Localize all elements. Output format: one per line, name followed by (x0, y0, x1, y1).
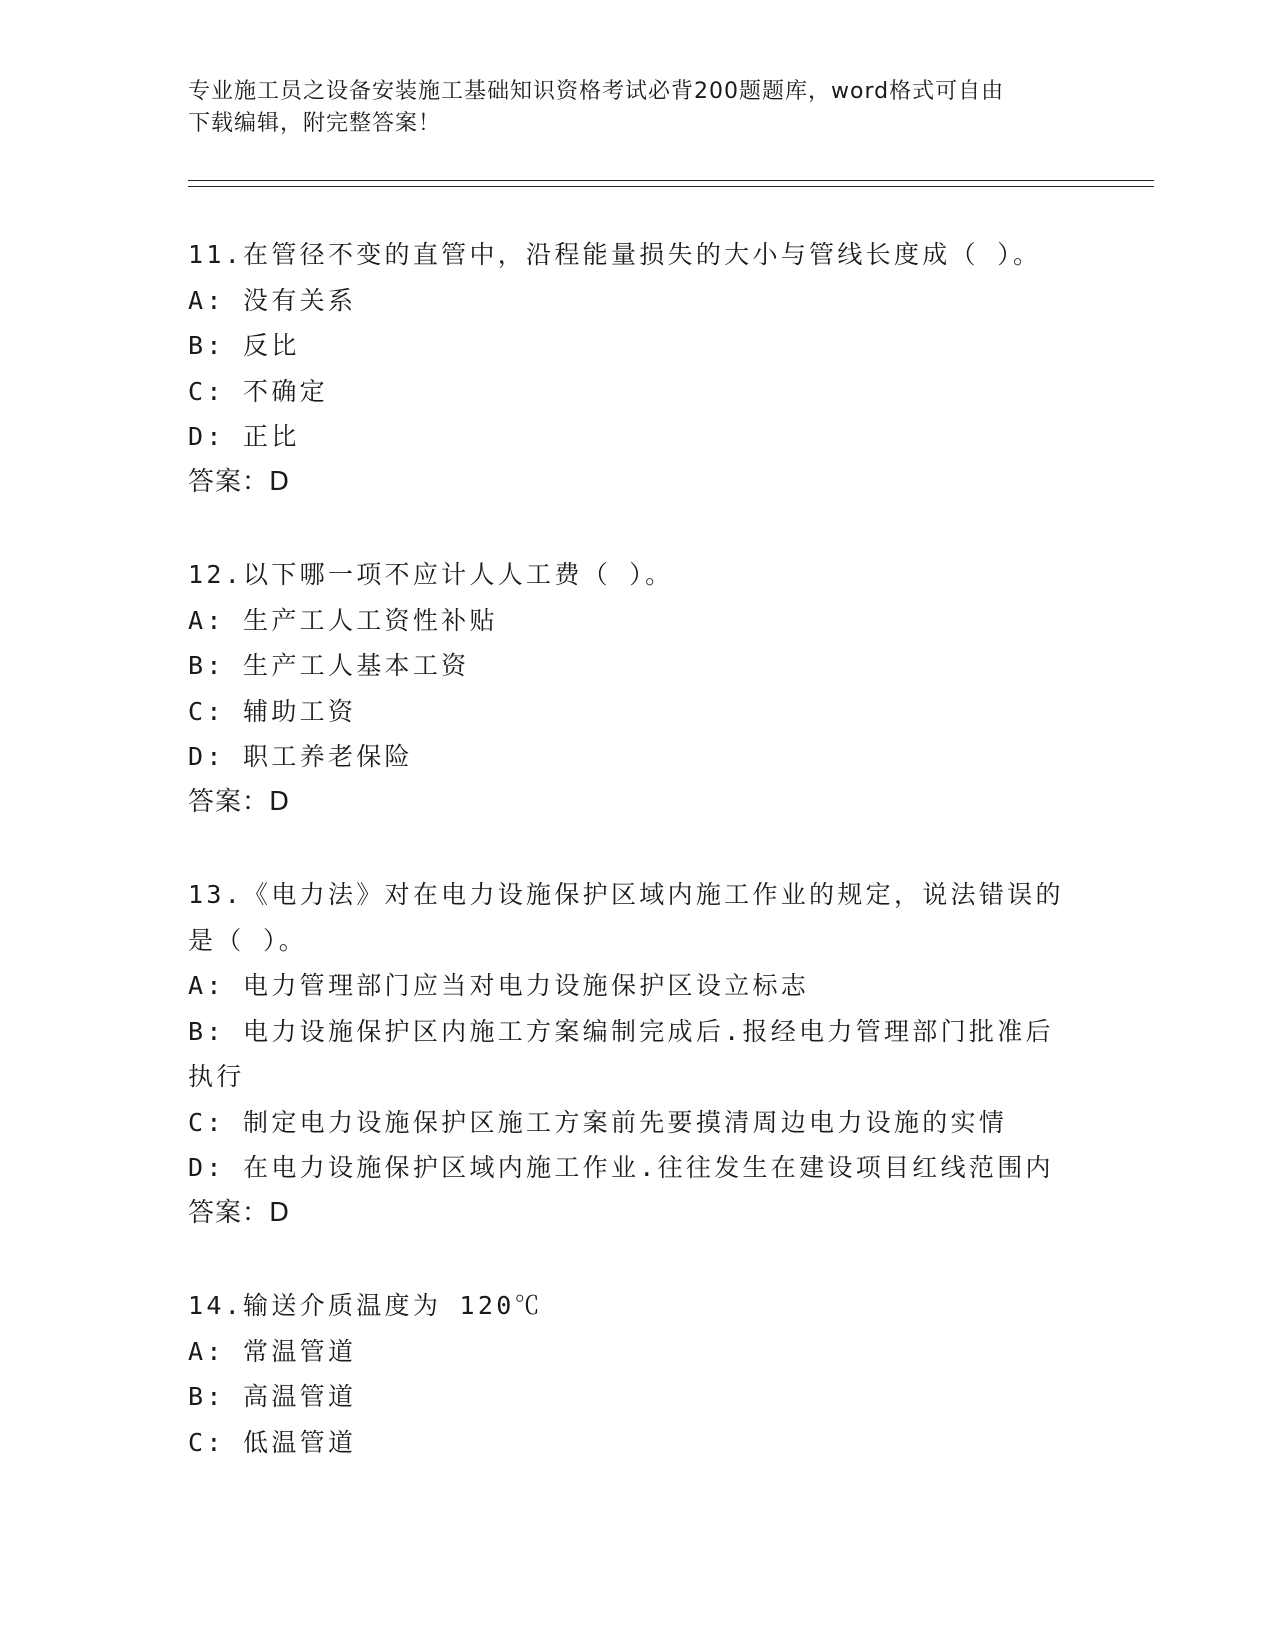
question-list (188, 232, 1088, 1512)
question-option: D: 正比 (188, 422, 300, 451)
question-stem: 12.以下哪一项不应计人人工费（ ）。 (188, 560, 674, 589)
question-option: B: 反比 (188, 331, 300, 360)
header-title-line-2: 下载编辑，附完整答案！ (188, 111, 442, 136)
question-answer: 答案：D (188, 466, 291, 497)
question-block (188, 1283, 1088, 1465)
document-header (188, 76, 1088, 140)
header-divider-top (188, 180, 1154, 181)
question-option: D: 在电力设施保护区域内施工作业.往往发生在建设项目红线范围内 (188, 1153, 1054, 1182)
header-title-line-1: 专业施工员之设备安装施工基础知识资格考试必背200题题库，word格式可自由 (188, 79, 1005, 104)
question-block (188, 552, 1088, 825)
question-stem: 11.在管径不变的直管中，沿程能量损失的大小与管线长度成（ ）。 (188, 240, 1042, 269)
question-stem: 13.《电力法》对在电力设施保护区域内施工作业的规定，说法错误的 (188, 880, 1064, 909)
question-block (188, 872, 1088, 1236)
question-option: A: 常温管道 (188, 1336, 357, 1366)
question-option: A: 没有关系 (188, 285, 357, 315)
question-option: C: 不确定 (188, 376, 328, 406)
question-option: D: 职工养老保险 (188, 742, 413, 771)
header-divider-bottom (188, 186, 1154, 187)
question-stem: 是（ ）。 (188, 925, 308, 955)
question-option: C: 制定电力设施保护区施工方案前先要摸清周边电力设施的实情 (188, 1107, 1008, 1137)
question-option: B: 高温管道 (188, 1382, 357, 1411)
question-option: 执行 (188, 1062, 245, 1091)
question-option: B: 生产工人基本工资 (188, 651, 470, 680)
question-answer: 答案：D (188, 1197, 291, 1228)
question-option: C: 低温管道 (188, 1427, 357, 1457)
question-block (188, 232, 1088, 505)
question-option: B: 电力设施保护区内施工方案编制完成后.报经电力管理部门批准后 (188, 1016, 1054, 1046)
question-stem: 14.输送介质温度为 120℃ (188, 1291, 543, 1320)
question-answer: 答案：D (188, 786, 291, 817)
question-option: A: 电力管理部门应当对电力设施保护区设立标志 (188, 971, 810, 1000)
question-option: A: 生产工人工资性补贴 (188, 605, 498, 635)
question-option: C: 辅助工资 (188, 696, 357, 726)
